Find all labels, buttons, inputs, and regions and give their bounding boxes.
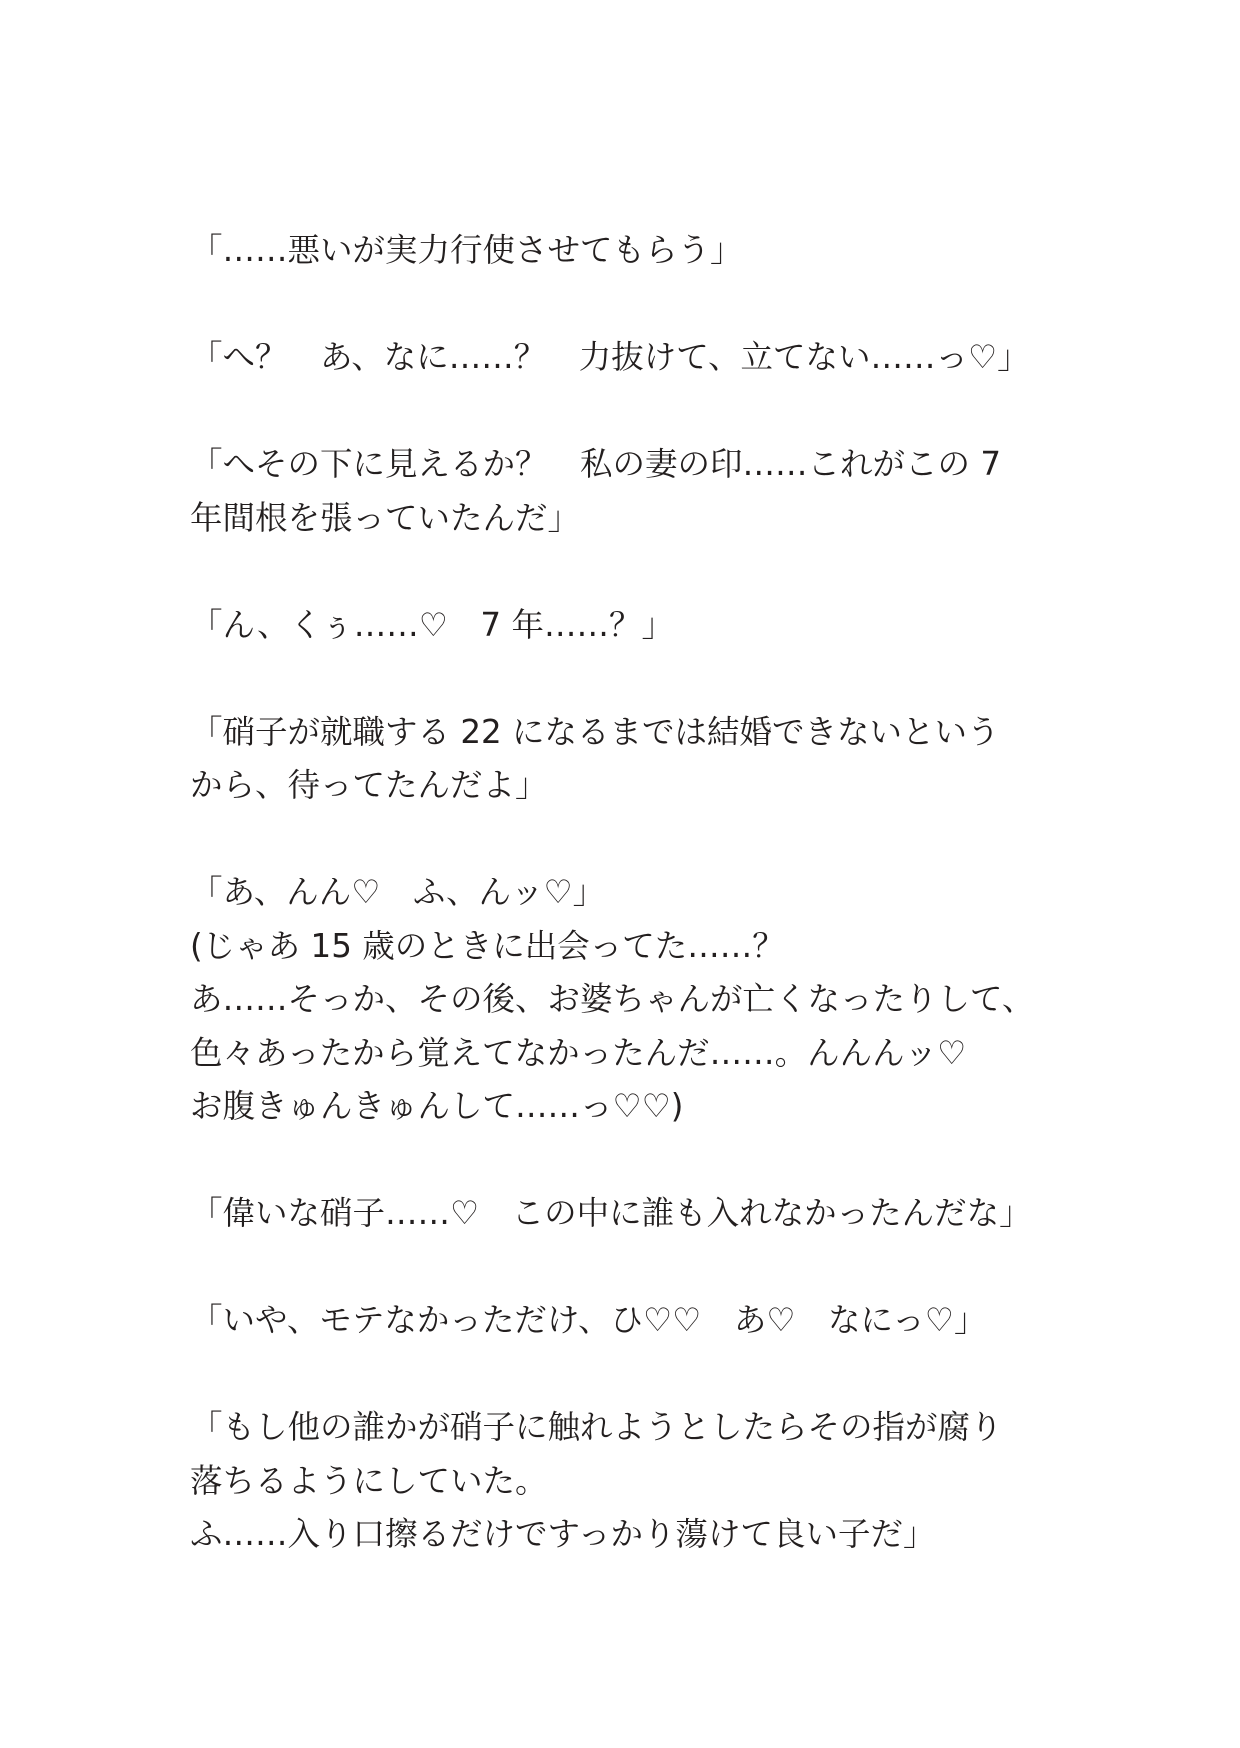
text-line: あ……そっか、その後、お婆ちゃんが亡くなったりして、 bbox=[190, 980, 1035, 1018]
text-line: から、待ってたんだよ」 bbox=[190, 766, 548, 804]
blank-line bbox=[190, 1348, 1060, 1402]
text-line: 落ちるようにしていた。 bbox=[190, 1461, 548, 1500]
text-line: 「もし他の誰かが硝子に触れようとしたらその指が腐り bbox=[190, 1408, 1003, 1446]
text-line: ふ……入り口擦るだけですっかり蕩けて良い子だ」 bbox=[190, 1515, 936, 1553]
text-line: 「ん、くぅ……♡ 7 年……？」 bbox=[190, 605, 674, 644]
text-line: お腹きゅんきゅんして……っ♡♡) bbox=[190, 1087, 684, 1125]
text-line: 「いや、モテなかっただけ、ひ♡♡ あ♡ なにっ♡」 bbox=[190, 1301, 987, 1339]
text-line: 色々あったから覚えてなかったんだ……。んんんッ♡ bbox=[190, 1033, 967, 1072]
blank-line bbox=[190, 278, 1060, 332]
text-line: 「あ、んん♡ ふ、んッ♡」 bbox=[190, 873, 606, 911]
text-line: 年間根を張っていたんだ」 bbox=[190, 498, 581, 537]
text-line: (じゃあ 15 歳のときに出会ってた……？ bbox=[190, 926, 785, 965]
blank-line bbox=[190, 652, 1060, 706]
blank-line bbox=[190, 545, 1060, 599]
blank-line bbox=[190, 1241, 1060, 1295]
text-line: 「へ？ あ、なに……？ 力抜けて、立てない……っ♡」 bbox=[190, 338, 1030, 376]
text-line: 「へその下に見えるか？ 私の妻の印……これがこの 7 bbox=[190, 445, 1002, 483]
blank-line bbox=[190, 385, 1060, 439]
blank-line bbox=[190, 813, 1060, 867]
text-line: 「硝子が就職する 22 になるまでは結婚できないという bbox=[190, 712, 1000, 751]
blank-line bbox=[190, 1134, 1060, 1188]
text-line: 「偉いな硝子……♡ この中に誰も入れなかったんだな」 bbox=[190, 1194, 1032, 1232]
text-line: 「……悪いが実力行使させてもらう」 bbox=[190, 231, 743, 269]
body-text bbox=[190, 224, 1060, 1562]
